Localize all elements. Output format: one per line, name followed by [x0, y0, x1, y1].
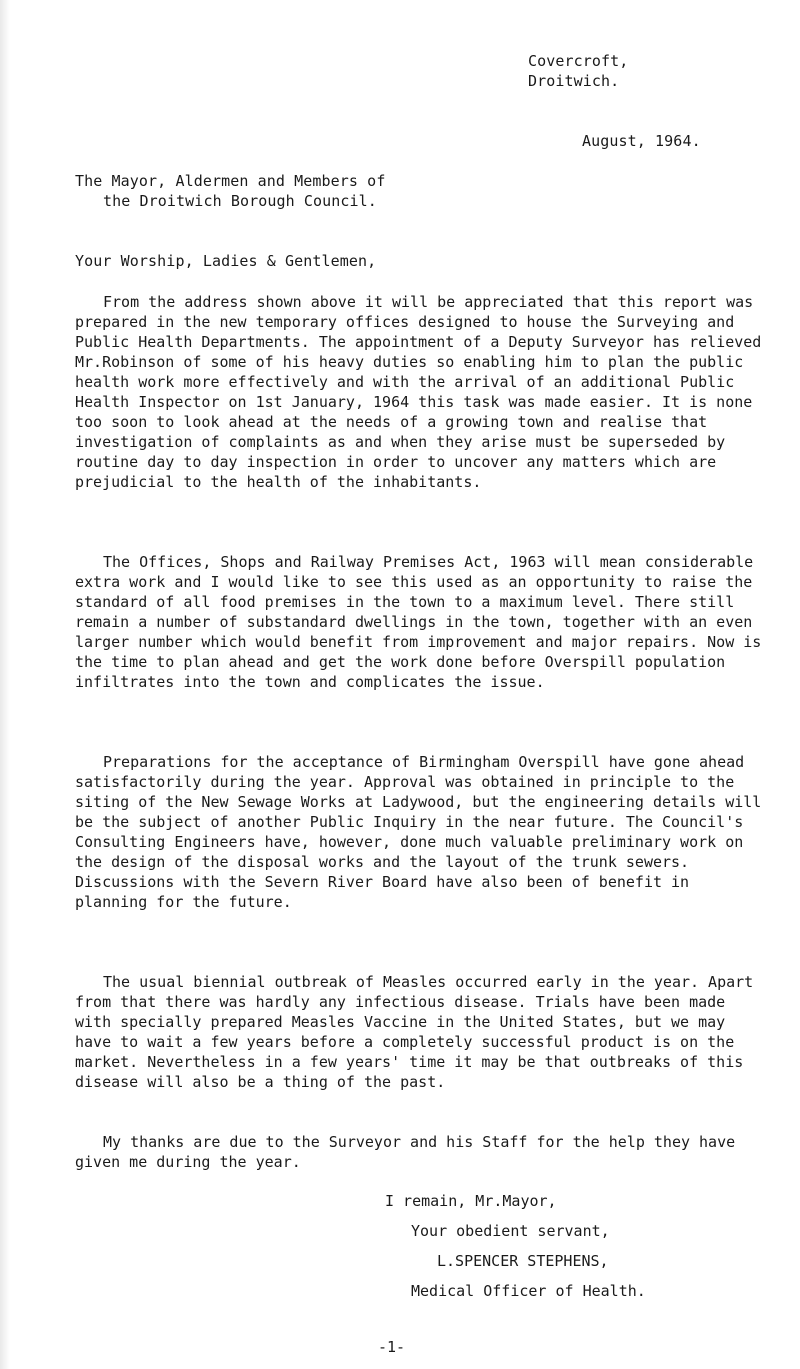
signature-title: Medical Officer of Health. — [411, 1282, 646, 1300]
closing-line-1: I remain, Mr.Mayor, — [385, 1192, 557, 1210]
scan-edge-shadow — [0, 0, 10, 1369]
paragraph-3-text: Preparations for the acceptance of Birmingham Overspill have gone ahead satisfactorily during the year. Approval was obtained in principle to the siting of the New Sewage Works at Ladywood, but the engineering details will be the subject of another Public Inquiry in the near future. The Council's Consulting Engineers have, however, done much valuable preliminary work on the design of the disposal works and the layout of the trunk sewers. Discussions with the Severn River Board have also been of benefit in planning for the future. — [75, 753, 762, 911]
paragraph-1 — [75, 292, 765, 492]
paragraph-4 — [75, 972, 765, 1092]
paragraph-3 — [75, 752, 765, 912]
paragraph-5-text: My thanks are due to the Surveyor and his Staff for the help they have given me during the year. — [75, 1133, 736, 1171]
signature-name: L.SPENCER STEPHENS, — [437, 1252, 609, 1270]
paragraph-5 — [75, 1132, 765, 1172]
address-line-1: Covercroft, — [528, 52, 629, 70]
address-line-2: Droitwich. — [528, 72, 620, 90]
salutation: Your Worship, Ladies & Gentlemen, — [75, 252, 377, 270]
recipient-line-2: the Droitwich Borough Council. — [103, 192, 377, 210]
recipient-line-1: The Mayor, Aldermen and Members of — [75, 172, 386, 190]
letter-date: August, 1964. — [582, 132, 701, 150]
closing-line-2: Your obedient servant, — [411, 1222, 610, 1240]
paragraph-2 — [75, 552, 765, 692]
page-number: -1- — [378, 1338, 406, 1356]
paragraph-2-text: The Offices, Shops and Railway Premises Act, 1963 will mean considerable extra work and I would like to see this used as an opportunity to raise the standard of all food premises in the town to a maximum level. There still remain a number of substandard dwellings in the town, together with an even larger number which would benefit from improvement and major repairs. Now is the time to plan ahead and get the work done before Overspill population infiltrates into the town and complicates the issue. — [75, 553, 762, 691]
paragraph-4-text: The usual biennial outbreak of Measles occurred early in the year. Apart from that there was hardly any infectious disease. Trials have been made with specially prepared Measles Vaccine in the United States, but we may have to wait a few years before a completely successful product is on the market. Nevertheless in a few years' time it may be that outbreaks of this disease will also be a thing of the past. — [75, 973, 754, 1091]
paragraph-1-text: From the address shown above it will be appreciated that this report was prepared in the new temporary offices designed to house the Surveying and Public Health Departments. The appointment of a Deputy Surveyor has relieved Mr.Robinson of some of his heavy duties so enabling him to plan the public health work more effectively and with the arrival of an additional Public Health Inspector on 1st January, 1964 this task was made easier. It is none too soon to look ahead at the needs of a growing town and realise that investigation of complaints as and when they arise must be superseded by routine day to day inspection in order to uncover any matters which are prejudicial to the health of the inhabitants. — [75, 293, 762, 491]
